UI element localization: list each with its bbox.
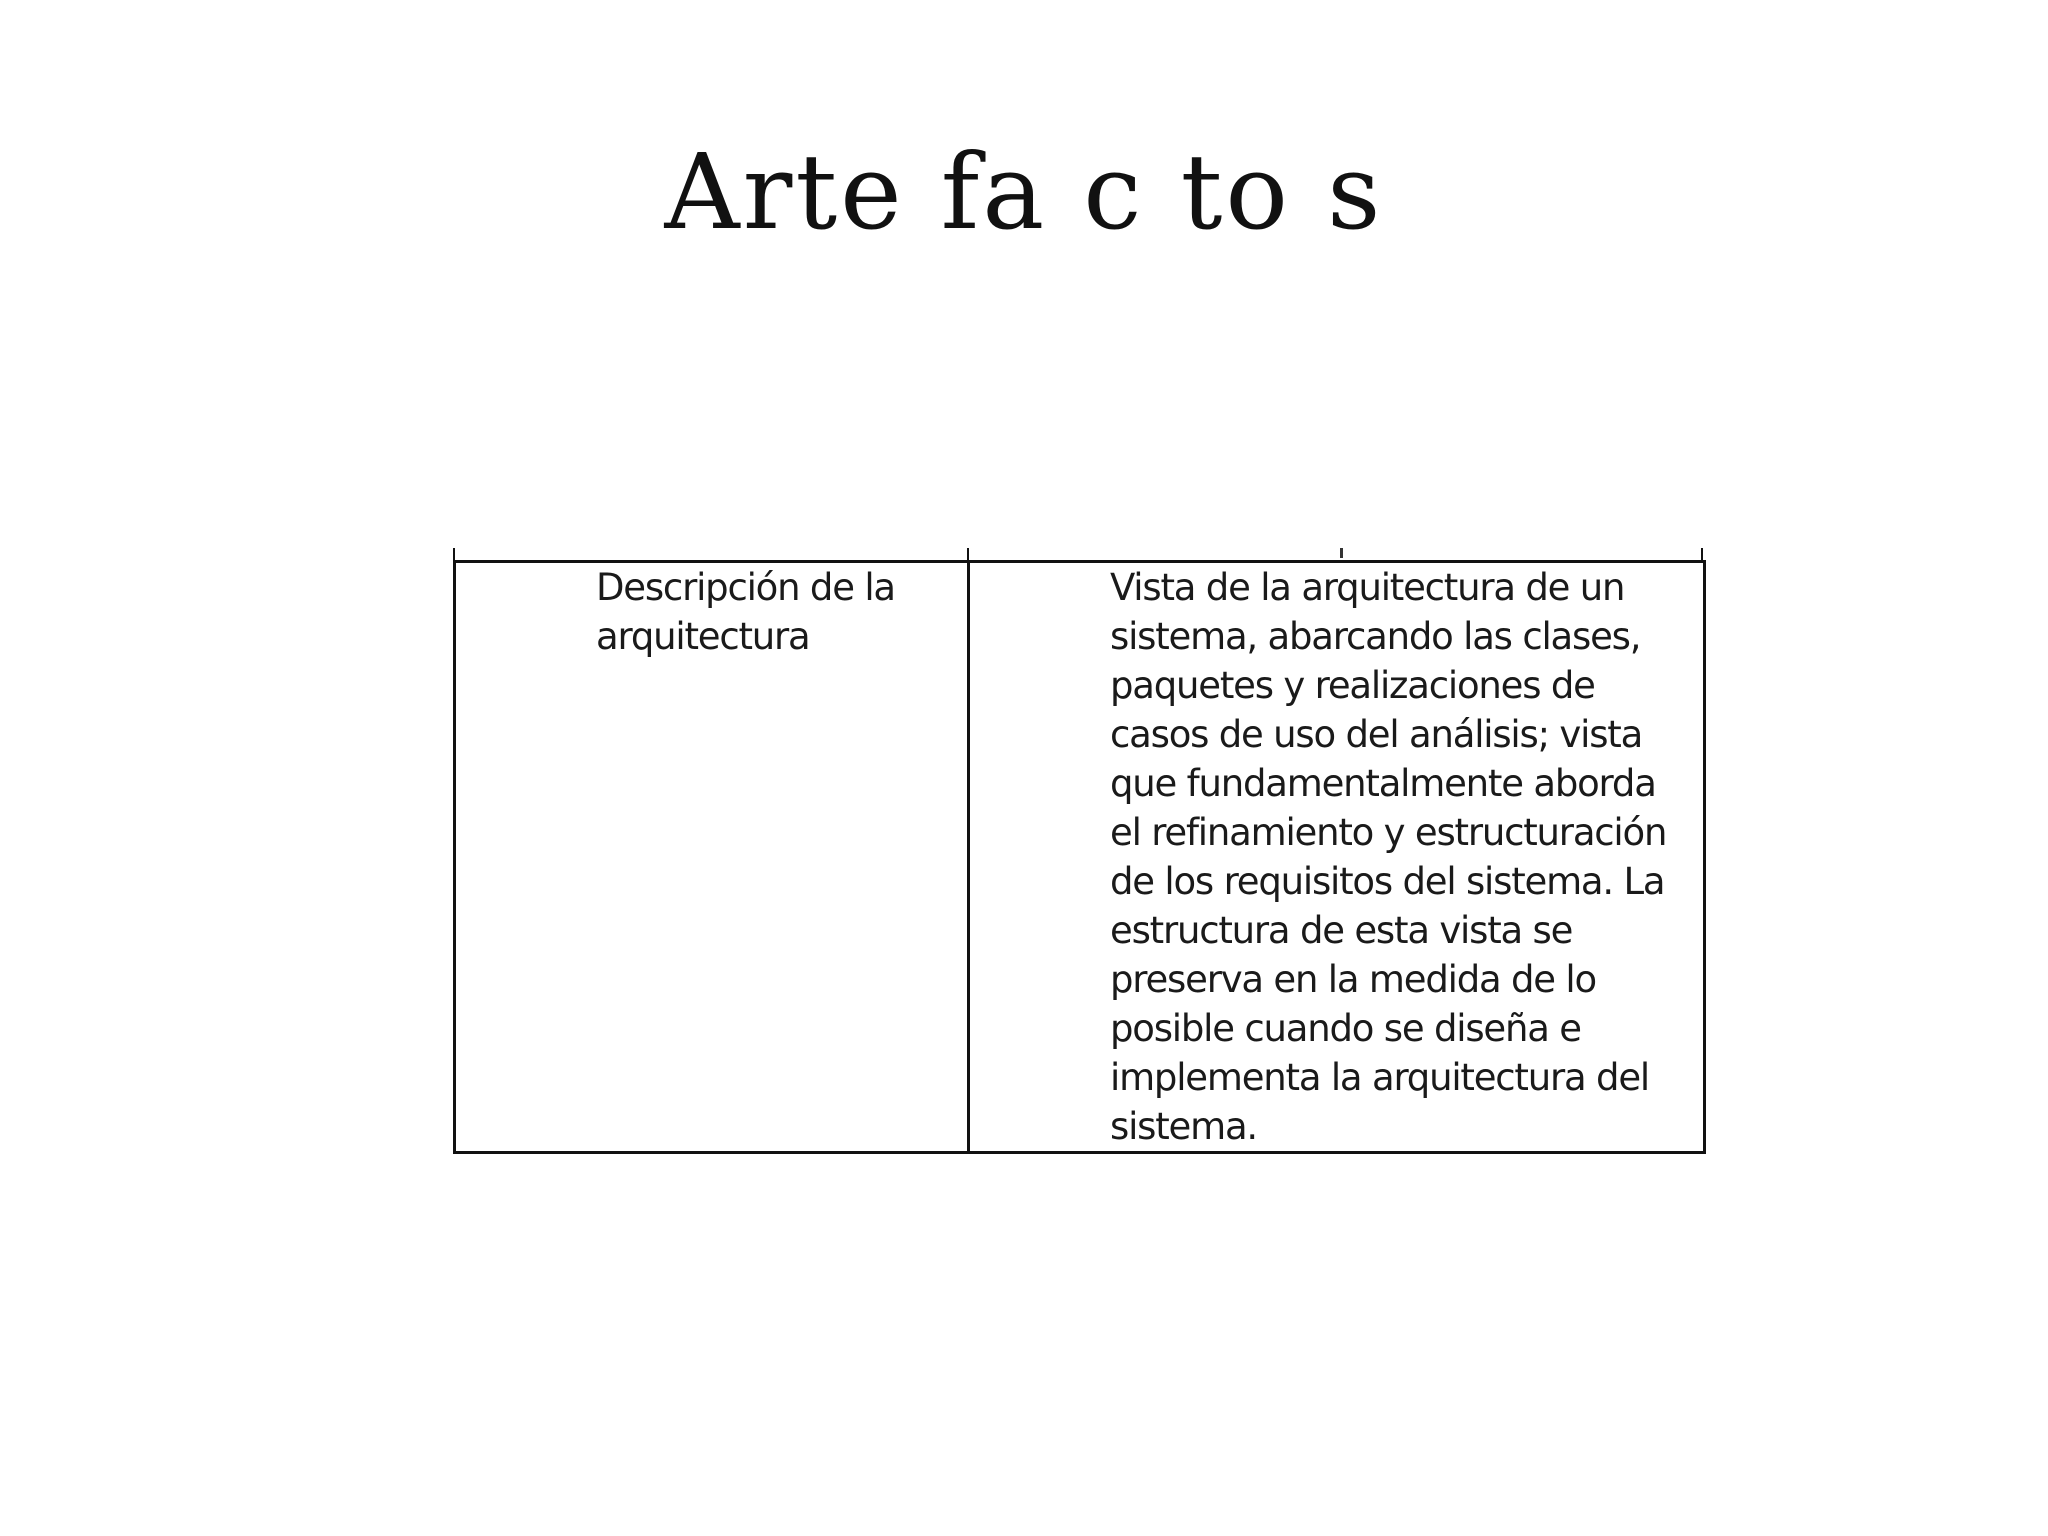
artifact-description-cell [969, 562, 1705, 1153]
artifact-term-cell [455, 562, 969, 1153]
artifact-description: Vista de la arquitectura de un sistema, abarcando las clases, paquetes y realizaciones de casos de uso del análisis; vista que fundamentalmente aborda el refinamiento y estructuración de los requisitos del sistema. La estructura de esta vista se preserva en la medida de lo posible cuando se diseña e implementa la arquitectura del sistema. [1110, 566, 1667, 1148]
slide-title: Arte fa c to s [664, 131, 1384, 253]
artifact-term: Descripción de la arquitectura [596, 566, 895, 658]
table-row [455, 562, 1705, 1153]
artifact-table-container [453, 548, 1703, 1148]
artifact-table [453, 560, 1706, 1154]
cropped-text-remnant [1340, 548, 1343, 558]
